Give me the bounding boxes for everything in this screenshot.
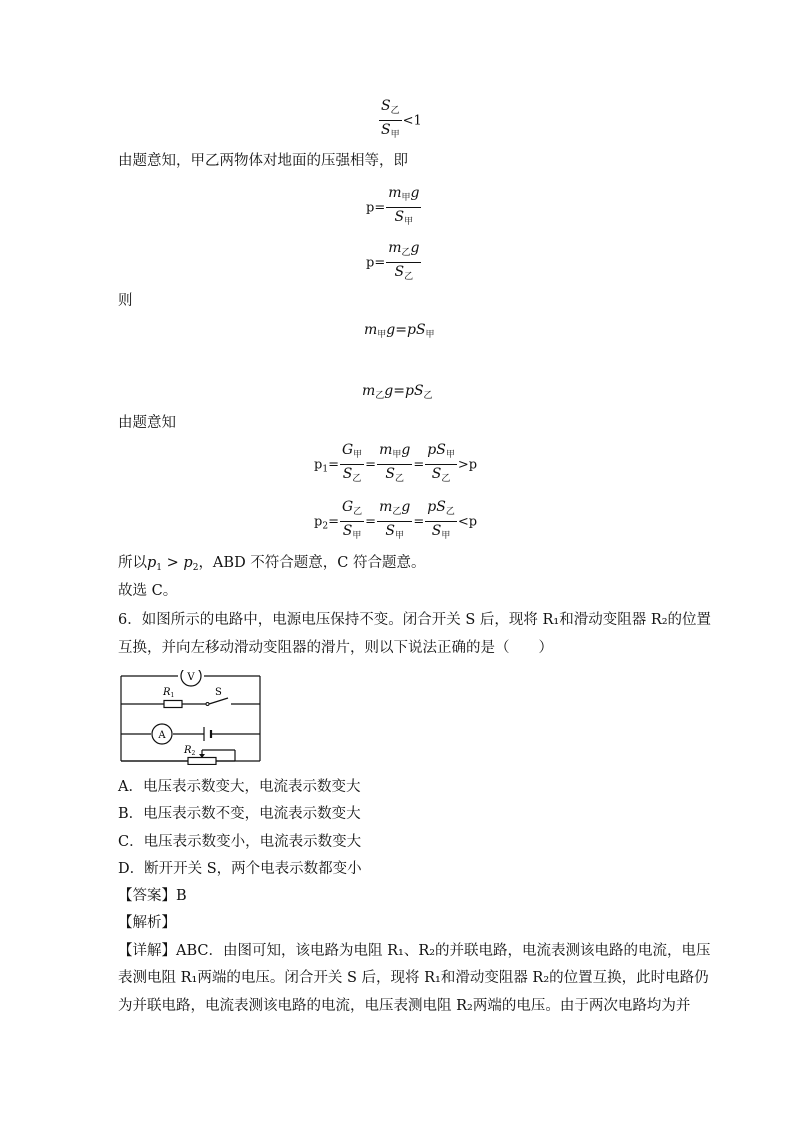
option-d: D．断开开关 S，两个电表示数都变小: [118, 861, 362, 877]
answer-value: B: [176, 888, 187, 904]
equation-p2: $p_2=$ $\frac{G_乙}{S_甲}$ = $\frac{m_乙g}{S_甲}$ = $\frac{pS_乙}{S_甲}$ <p: [314, 499, 478, 541]
equation-p-yi: p= $\frac{m_乙g}{S_乙}$: [366, 240, 420, 282]
answer-line: [118, 886, 187, 906]
ammeter: [152, 724, 172, 744]
equation-p-jia: p= $\frac{m_甲g}{S_甲}$: [366, 185, 420, 227]
equation-area-ratio: $\frac{S_乙}{S_甲}$ <1: [378, 98, 422, 143]
switch-contact: [206, 703, 209, 706]
equation-m-jia: $m_甲g=pS_甲$: [364, 322, 435, 340]
resistor-r1: [164, 701, 182, 708]
question-6-line-1: 6．如图所示的电路中，电源电压保持不变。闭合开关 S 后，现将 R₁和滑动变阻器 R₂的位置: [118, 612, 712, 628]
text-then: 则: [118, 293, 133, 309]
option-b: B．电压表示数不变，电流表示数变大: [118, 806, 361, 822]
voltmeter-label: V: [187, 672, 195, 683]
r2-label: $R_2$: [184, 745, 196, 757]
equation-m-yi: $m_乙g=pS_乙$: [362, 383, 433, 401]
analysis-label: 【解析】: [118, 915, 176, 931]
equation-p1: $p_1=$ $\frac{G_甲}{S_乙}$ = $\frac{m_甲g}{S_乙}$ = $\frac{pS_甲}{S_乙}$ >p: [314, 442, 478, 484]
text-conclusion: 所以$p_1 > p_2$，ABD 不符合题意，C 符合题意。: [118, 555, 426, 573]
fraction: $\frac{S_乙}{S_甲}$: [381, 98, 400, 140]
text-choose: 故选 C。: [118, 583, 178, 599]
ammeter-label: A: [158, 730, 166, 741]
circuit-diagram: [118, 670, 268, 765]
detail-line-3: 为并联电路，电流表测该电路的电流，电压表测电阻 R₂两端的电压。由于两次电路均为并: [118, 998, 691, 1014]
question-6-line-2: 互换，并向左移动滑动变阻器的滑片，则以下说法正确的是（ ）: [118, 640, 553, 656]
detail-line-2: 表测电阻 R₁两端的电压。闭合开关 S 后，现将 R₁和滑动变阻器 R₂的位置互换，此时电路仍: [118, 970, 709, 986]
voltmeter: [181, 670, 201, 686]
text-pressure-equal: 由题意知，甲乙两物体对地面的压强相等，即: [118, 153, 408, 169]
option-c: C．电压表示数变小，电流表示数变大: [118, 834, 362, 850]
rheostat-r2: [188, 758, 216, 765]
text-from-question: 由题意知: [118, 415, 176, 431]
option-a: A．电压表示数变大，电流表示数变大: [118, 779, 361, 795]
switch-label: S: [215, 687, 222, 698]
detail-line-1: 【详解】ABC．由图可知，该电路为电阻 R₁、R₂的并联电路，电流表测该电路的电流，电压: [118, 943, 711, 959]
r1-label: $R_1$: [163, 687, 175, 699]
answer-label: 【答案】: [118, 888, 176, 904]
